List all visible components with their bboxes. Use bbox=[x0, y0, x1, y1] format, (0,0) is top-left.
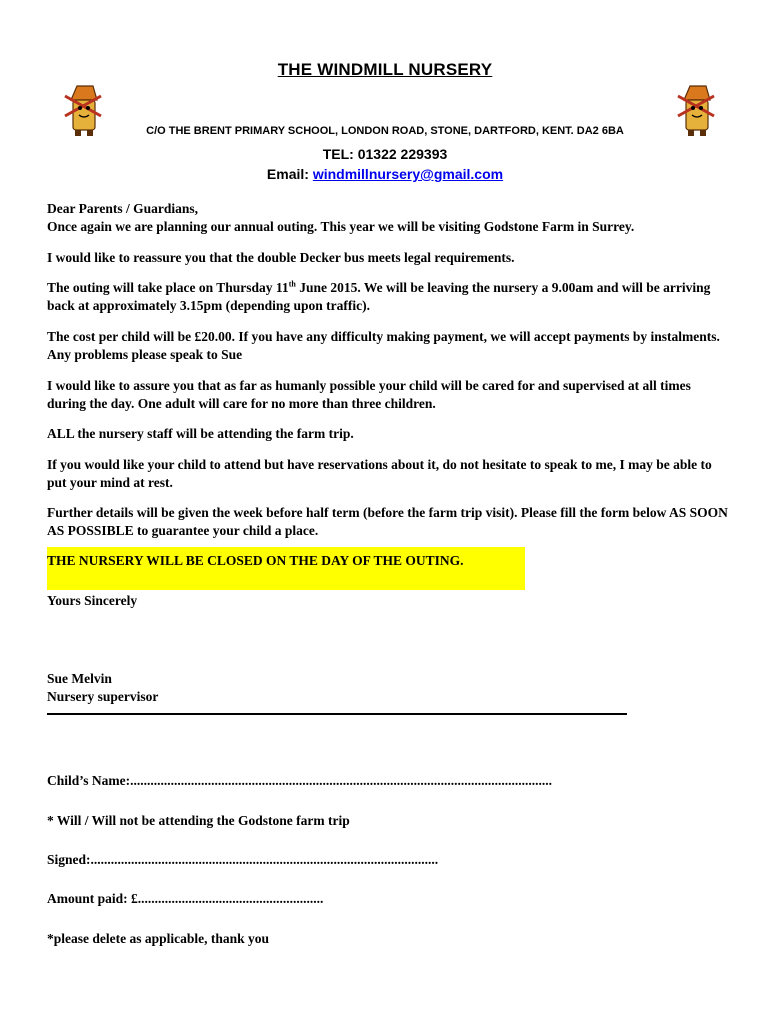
tear-off-divider bbox=[47, 713, 627, 715]
paragraph-supervision: I would like to assure you that as far as humanly possible your child will be cared for and supervised at all times during the day. One adult will care for no more than three children. bbox=[47, 378, 691, 411]
signed-field[interactable]: Signed:....................................................................................................... bbox=[47, 852, 439, 867]
paragraph-details: Further details will be given the week before half term (before the farm trip visit). Please fill the form below AS SOON AS POSSIBLE to guarantee your child a place. bbox=[47, 505, 728, 538]
telephone-number: TEL: 01322 229393 bbox=[322, 146, 448, 162]
signature-role: Nursery supervisor bbox=[47, 689, 159, 704]
paragraph-reservations: If you would like your child to attend but have reservations about it, do not hesitate to speak to me, I may be able to put your mind at rest. bbox=[47, 457, 712, 490]
attendance-option[interactable]: * Will / Will not be attending the Godstone farm trip bbox=[47, 813, 350, 828]
paragraph-bus: I would like to reassure you that the double Decker bus meets legal requirements. bbox=[47, 250, 515, 265]
paragraph-staff: ALL the nursery staff will be attending the farm trip. bbox=[47, 426, 354, 441]
page-title: THE WINDMILL NURSERY bbox=[277, 60, 493, 79]
school-address: C/O THE BRENT PRIMARY SCHOOL, LONDON ROAD, STONE, DARTFORD, KENT. DA2 6BA bbox=[146, 125, 624, 137]
salutation: Dear Parents / Guardians, bbox=[47, 201, 199, 216]
paragraph-cost: The cost per child will be £20.00. If you have any difficulty making payment, we will accept payments by instalments. Any problems please speak to Sue bbox=[47, 329, 720, 362]
closing: Yours Sincerely bbox=[47, 593, 138, 608]
signature-name: Sue Melvin bbox=[47, 671, 112, 686]
amount-paid-field[interactable]: Amount paid: £....................................................... bbox=[47, 891, 324, 906]
child-name-field[interactable]: Child’s Name:............................................................................................................................. bbox=[47, 773, 552, 788]
footnote: *please delete as applicable, thank you bbox=[47, 931, 270, 946]
email-line bbox=[0, 166, 770, 182]
closed-notice: THE NURSERY WILL BE CLOSED ON THE DAY OF THE OUTING. bbox=[47, 553, 464, 568]
email-link[interactable]: windmillnursery@gmail.com bbox=[312, 166, 504, 182]
email-label: Email: bbox=[266, 166, 313, 182]
paragraph-outing: Once again we are planning our annual outing. This year we will be visiting Godstone Farm in Surrey. bbox=[47, 219, 635, 234]
paragraph-date: The outing will take place on Thursday 11th June 2015. We will be leaving the nursery a 9.00am and will be arriving back at approximately 3.15pm (depending upon traffic). bbox=[47, 279, 711, 313]
